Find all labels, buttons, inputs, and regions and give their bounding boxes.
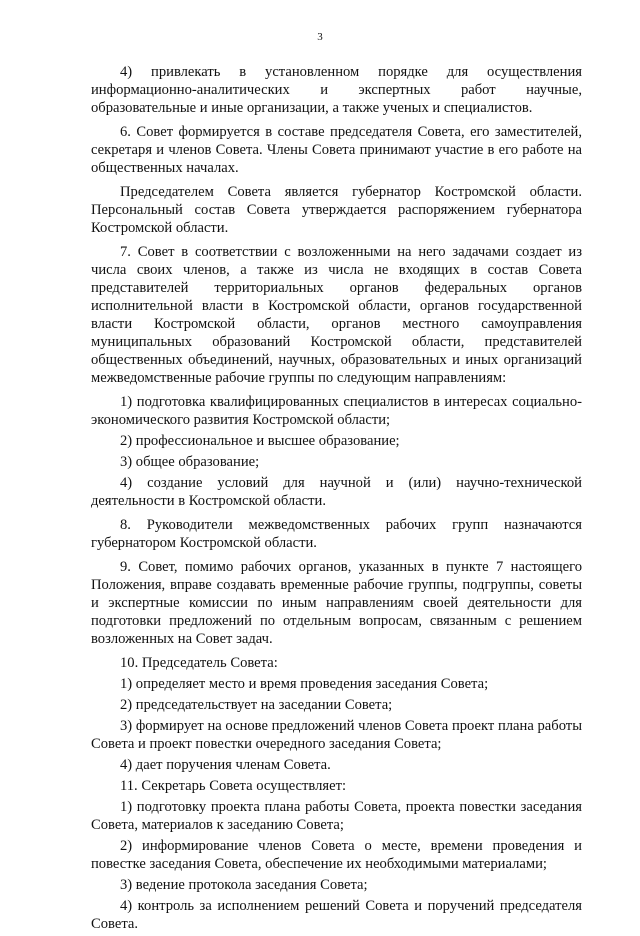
list-item-presides-meeting: 2) председательствует на заседании Совета; bbox=[120, 697, 393, 713]
paragraph-8-group-leaders: 8. Руководители межведомственных рабочих групп назначаются губернатором Костромской области. bbox=[91, 517, 582, 551]
list-item-informs-members: 2) информирование членов Совета о месте, времени проведения и повестке заседания Совета, обеспечение их необходимыми материалами; bbox=[91, 838, 582, 872]
list-item-forms-work-plan: 3) формирует на основе предложений членов Совета проект плана работы Совета и проект повестки очередного заседания Совета; bbox=[91, 718, 582, 752]
paragraph-11-secretary-duties: 11. Секретарь Совета осуществляет: bbox=[120, 778, 347, 794]
paragraph-7-working-groups: 7. Совет в соответствии с возложенными на него задачами создает из числа своих членов, а также из числа не входящих в состав Совета представителей территориальных органов федеральных органов исполнительной власти в Костромской области, органов государственной власти Костромской области, органов местного самоуправления муниципальных образований Костромской области, представителей общественных объединений, научных, образовательных и иных организаций межведомственные рабочие группы по следующим направлениям: bbox=[91, 244, 582, 386]
page-number: 3 bbox=[317, 31, 323, 43]
list-item-gives-instructions: 4) дает поручения членам Совета. bbox=[120, 757, 331, 773]
paragraph-item-4-attract-organizations: 4) привлекать в установленном порядке для осуществления информационно-аналитических и экспертных работ научные, образовательные и иные организации, а также ученых и специалистов. bbox=[91, 64, 582, 116]
list-item-meeting-time-place: 1) определяет место и время проведения заседания Совета; bbox=[120, 676, 489, 692]
list-item-keeps-minutes: 3) ведение протокола заседания Совета; bbox=[120, 877, 368, 893]
document-body bbox=[91, 63, 582, 936]
list-item-training-specialists: 1) подготовка квалифицированных специалистов в интересах социально-экономического развития Костромской области; bbox=[91, 394, 582, 428]
list-item-higher-education: 2) профессиональное и высшее образование; bbox=[120, 433, 400, 449]
paragraph-9-temporary-groups: 9. Совет, помимо рабочих органов, указанных в пункте 7 настоящего Положения, вправе создавать временные рабочие группы, подгруппы, советы и экспертные комиссии по иным направлениям своей деятельности для подготовки предложений по отдельным вопросам, связанным с решением возложенных на Совет задач. bbox=[91, 559, 582, 647]
list-item-controls-execution: 4) контроль за исполнением решений Совета и поручений председателя Совета. bbox=[91, 898, 582, 932]
paragraph-6-council-composition: 6. Совет формируется в составе председателя Совета, его заместителей, секретаря и членов Совета. Члены Совета принимают участие в его работе на общественных началах. bbox=[91, 124, 582, 176]
list-item-scientific-activity: 4) создание условий для научной и (или) научно-технической деятельности в Костромской области. bbox=[91, 475, 582, 509]
list-item-prepares-drafts: 1) подготовку проекта плана работы Совета, проекта повестки заседания Совета, материалов к заседанию Совета; bbox=[91, 799, 582, 833]
paragraph-10-chairman-duties: 10. Председатель Совета: bbox=[120, 655, 278, 671]
list-item-general-education: 3) общее образование; bbox=[120, 454, 260, 470]
paragraph-council-chairman: Председателем Совета является губернатор Костромской области. Персональный состав Совета утверждается распоряжением губернатора Костромской области. bbox=[91, 184, 582, 236]
